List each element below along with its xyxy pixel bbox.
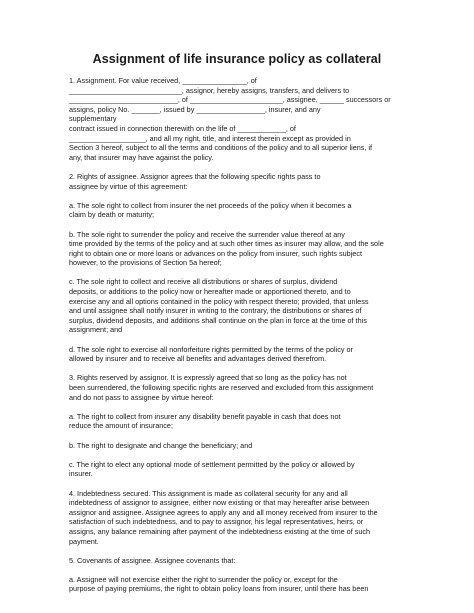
text-line: contract issued in connection therewith on the life of ____________, of [69, 123, 296, 133]
paragraph-spacer [69, 364, 411, 374]
text-line: a. The right to collect from insurer any disability benefit payable in cash that does not [69, 411, 341, 421]
text-line: exercise any and all options contained in the policy with respect thereto; provided, that unless [69, 296, 369, 306]
paragraph-spacer [69, 546, 411, 556]
paragraph-p3c [69, 460, 411, 479]
paragraph-p2c [69, 277, 411, 335]
text-line: allowed by insurer and to receive all benefits and advantages derived therefrom. [69, 354, 327, 364]
paragraph-spacer [69, 402, 411, 412]
text-line: c. The right to elect any optional mode of settlement permitted by the policy or allowed by [69, 459, 355, 469]
text-line: and do not pass to assignee by virtue hereof: [69, 392, 214, 402]
paragraph-spacer [69, 191, 411, 201]
text-line: Section 3 hereof, subject to all the terms and conditions of the policy and to all superior liens, if [69, 143, 373, 153]
text-line: insurer. [69, 469, 93, 479]
text-line: assignment; and [69, 325, 123, 335]
document-title: Assignment of life insurance policy as collateral [92, 52, 382, 66]
paragraph-spacer [69, 268, 411, 278]
text-line: 2. Rights of assignee. Assignor agrees that the following specific rights pass to [69, 171, 321, 181]
paragraph-p2a [69, 201, 411, 220]
text-line: b. The right to designate and change the beneficiary; and [69, 440, 253, 450]
text-line: assignee by virtue of this agreement: [69, 181, 188, 191]
paragraph-spacer [69, 220, 411, 230]
text-line: 1. Assignment. For value received, ________________, of [69, 76, 257, 85]
paragraph-p5a [69, 575, 411, 594]
text-line: ___________________, and all my right, title, and interest therein except as provided in [69, 133, 351, 143]
paragraph-p5 [69, 556, 411, 566]
paragraph-p2d [69, 345, 411, 364]
text-line: payment. [69, 536, 99, 546]
text-line: time provided by the terms of the policy and at such other times as insurer may allow, and the sole [69, 239, 384, 249]
text-line: deposits, or additions to the policy now or hereafter made or apportioned thereto, and to [69, 287, 351, 297]
text-line: been surrendered, the following specific rights are reserved and excluded from this assignment [69, 383, 374, 392]
text-line: purpose of paying premiums, the right to obtain policy loans from insurer, until there has been [69, 584, 369, 594]
document-body [69, 76, 411, 594]
paragraph-p4 [69, 489, 411, 547]
text-line: surplus, dividend deposits, and additions shall continue on the plan in force at the time of this [69, 315, 367, 325]
text-line: 5. Covenants of assignee. Assignee covenants that: [69, 555, 236, 565]
text-line: indebtedness of assignor to assignee, either now existing or that may hereafter arise between [69, 498, 370, 508]
text-line: ___________________________, of _______________________, assignee, ______ successors or [69, 95, 391, 105]
text-line: a. Assignee will not exercise either the right to surrender the policy or, except for the [69, 574, 338, 584]
text-line: however, to the provisions of Section 5a hereof; [69, 258, 222, 268]
text-line: assigns, any balance remaining after payment of the indebtedness existing at the time of such [69, 526, 371, 536]
paragraph-p2 [69, 172, 411, 191]
text-line: assigns, policy No. _______, issued by _________________, insurer, and any [69, 104, 321, 114]
text-line: right to obtain one or more loans or advances on the policy from insurer, such rights subject [69, 248, 362, 258]
text-line: satisfaction of such indebtedness, and to pay to assignor, his legal representatives, heirs, or [69, 517, 364, 527]
paragraph-p1 [69, 76, 411, 162]
paragraph-spacer [69, 565, 411, 575]
text-line: reduce the amount of insurance; [69, 421, 173, 431]
text-line: a. The sole right to collect from insurer the net proceeds of the policy when it becomes a [69, 200, 352, 210]
text-line: supplementary [69, 114, 117, 124]
text-line: 4. Indebtedness secured. This assignment is made as collateral security for any and all [69, 488, 348, 498]
text-line: d. The sole right to exercise all nonforfeiture rights permitted by the terms of the policy or [69, 344, 353, 354]
text-line: claim by death or maturity; [69, 210, 155, 220]
text-line: any, that insurer may have against the policy. [69, 152, 214, 162]
text-line: assignor and assignee. Assignee agrees to apply any and all money received from insurer to the [69, 507, 378, 517]
paragraph-spacer [69, 162, 411, 172]
paragraph-spacer [69, 450, 411, 460]
text-line: and until assignee shall notify insurer in writing to the contrary, the distributions or shares of [69, 306, 362, 316]
paragraph-p3a [69, 412, 411, 431]
paragraph-p3b [69, 441, 411, 451]
text-line: c. The sole right to collect and receive all distributions or shares of surplus, dividend [69, 277, 338, 287]
paragraph-p3 [69, 373, 411, 402]
paragraph-spacer [69, 479, 411, 489]
paragraph-p2b [69, 230, 411, 268]
text-line: 3. Rights reserved by assignor. It is expressly agreed that so long as the policy has not [69, 373, 347, 383]
paragraph-spacer [69, 431, 411, 441]
text-line: ____________________________, assignor, hereby assigns, transfers, and delivers to [69, 85, 350, 95]
text-line: b. The sole right to surrender the policy and receive the surrender value thereof at any [69, 229, 345, 239]
paragraph-spacer [69, 335, 411, 345]
